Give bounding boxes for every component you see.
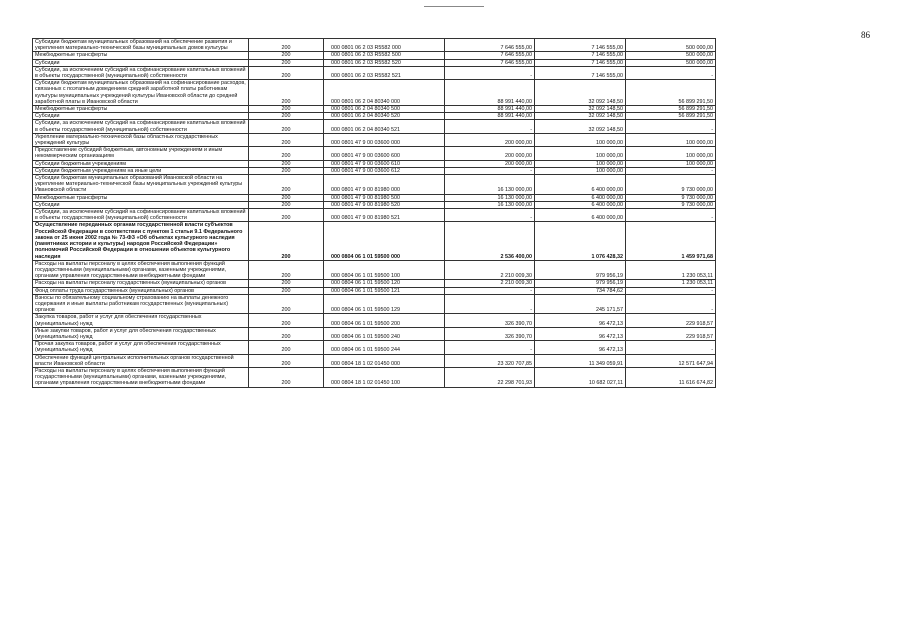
table-row — [33, 294, 716, 314]
row-name-cell: Субсидии бюджетным учреждениям — [33, 160, 249, 167]
row-name-cell: Субсидии, за исключением субсидий на софинансирование капитальных вложений в объекты государственной (муниципальной) собственности — [33, 66, 249, 79]
row-kbk-cell: 000 0804 06 1 01 59500 000 — [324, 222, 445, 260]
row-code-cell: 200 — [249, 287, 324, 294]
row-executed-cell: 245 171,57 — [535, 294, 626, 314]
row-name-cell: Расходы на выплаты персоналу в целях обеспечения выполнения функций государственными (муниципальными) органами, казенными учреждениями, органами управления государственными внебюджетными фондами — [33, 260, 249, 280]
row-remaining-cell: 500 000,00 — [626, 52, 716, 59]
row-kbk-cell: 000 0801 47 9 00 81980 521 — [324, 209, 445, 222]
row-code-cell: 200 — [249, 175, 324, 195]
row-executed-cell: 1 076 428,32 — [535, 222, 626, 260]
table-row — [33, 52, 716, 59]
row-name-cell: Предоставление субсидий бюджетным, автономным учреждениям и иным некоммерческим организациям — [33, 147, 249, 160]
row-code-cell: 200 — [249, 367, 324, 387]
row-remaining-cell: 500 000,00 — [626, 59, 716, 66]
row-approved-cell: 16 130 000,00 — [445, 175, 535, 195]
row-code-cell: 200 — [249, 201, 324, 208]
budget-table — [32, 38, 716, 388]
row-remaining-cell: 9 730 000,00 — [626, 201, 716, 208]
row-executed-cell: 100 000,00 — [535, 147, 626, 160]
row-remaining-cell: 11 616 674,82 — [626, 367, 716, 387]
row-remaining-cell: 56 899 291,50 — [626, 113, 716, 120]
row-approved-cell: 88 991 440,00 — [445, 80, 535, 106]
row-executed-cell: 979 956,19 — [535, 260, 626, 280]
row-approved-cell: 2 536 400,00 — [445, 222, 535, 260]
table-row — [33, 260, 716, 280]
row-executed-cell: 6 400 000,00 — [535, 209, 626, 222]
row-kbk-cell: 000 0804 06 1 01 59500 200 — [324, 314, 445, 327]
row-code-cell: 200 — [249, 167, 324, 174]
row-code-cell: 200 — [249, 354, 324, 367]
row-kbk-cell: 000 0801 47 9 00 03600 612 — [324, 167, 445, 174]
table-row — [33, 327, 716, 340]
row-kbk-cell: 000 0804 06 1 01 59500 240 — [324, 327, 445, 340]
row-name-cell: Субсидии бюджетам муниципальных образований на софинансирование расходов, связанных с поэтапным доведением средней заработной платы работникам культуры муниципальных учреждений культуры Ивановской области до средней заработной платы в Ивановской области — [33, 80, 249, 106]
row-approved-cell: - — [445, 66, 535, 79]
table-row — [33, 39, 716, 52]
row-remaining-cell: - — [626, 167, 716, 174]
row-kbk-cell: 000 0804 06 1 01 59500 129 — [324, 294, 445, 314]
row-code-cell: 200 — [249, 66, 324, 79]
row-executed-cell: 11 349 059,91 — [535, 354, 626, 367]
row-executed-cell: 100 000,00 — [535, 133, 626, 146]
row-kbk-cell: 000 0804 06 1 01 59500 244 — [324, 341, 445, 354]
row-executed-cell: 100 000,00 — [535, 160, 626, 167]
row-code-cell: 200 — [249, 147, 324, 160]
row-approved-cell: 7 646 555,00 — [445, 39, 535, 52]
row-kbk-cell: 000 0801 47 9 00 81980 500 — [324, 194, 445, 201]
row-remaining-cell: 500 000,00 — [626, 39, 716, 52]
row-name-cell: Иные закупки товаров, работ и услуг для обеспечения государственных (муниципальных) нужд — [33, 327, 249, 340]
row-approved-cell: 7 646 555,00 — [445, 59, 535, 66]
table-row — [33, 106, 716, 113]
row-approved-cell: 200 000,00 — [445, 147, 535, 160]
row-executed-cell: 32 092 148,50 — [535, 80, 626, 106]
row-remaining-cell: 229 918,57 — [626, 327, 716, 340]
top-rule — [424, 6, 484, 7]
row-name-cell: Субсидии бюджетам муниципальных образований на обеспечение развития и укрепления материально-технической базы муниципальных домов культуры — [33, 39, 249, 52]
row-code-cell: 200 — [249, 260, 324, 280]
row-name-cell: Межбюджетные трансферты — [33, 194, 249, 201]
row-remaining-cell: 56 899 291,50 — [626, 80, 716, 106]
row-approved-cell: 22 298 701,93 — [445, 367, 535, 387]
table-row — [33, 280, 716, 287]
row-name-cell: Субсидии бюджетным учреждениям на иные цели — [33, 167, 249, 174]
row-code-cell: 200 — [249, 120, 324, 133]
row-kbk-cell: 000 0804 18 1 02 01450 100 — [324, 367, 445, 387]
row-executed-cell: 96 472,13 — [535, 341, 626, 354]
row-code-cell: 200 — [249, 59, 324, 66]
row-kbk-cell: 000 0804 18 1 02 01450 000 — [324, 354, 445, 367]
row-kbk-cell: 000 0801 47 9 00 03600 600 — [324, 147, 445, 160]
row-name-cell: Субсидии — [33, 113, 249, 120]
row-remaining-cell: - — [626, 66, 716, 79]
row-name-cell: Расходы на выплаты персоналу в целях обеспечения выполнения функций государственными (муниципальными) органами, казенными учреждениями, органами управления государственными внебюджетными фондами — [33, 367, 249, 387]
row-approved-cell: - — [445, 120, 535, 133]
row-remaining-cell: 100 000,00 — [626, 147, 716, 160]
table-row — [33, 175, 716, 195]
row-executed-cell: 32 092 148,50 — [535, 120, 626, 133]
row-remaining-cell: 1 230 053,11 — [626, 260, 716, 280]
row-kbk-cell: 000 0801 06 2 03 R5582 520 — [324, 59, 445, 66]
table-row — [33, 120, 716, 133]
row-code-cell: 200 — [249, 314, 324, 327]
row-approved-cell: 16 130 000,00 — [445, 194, 535, 201]
row-approved-cell: 326 390,70 — [445, 314, 535, 327]
budget-table-body — [33, 39, 716, 388]
row-code-cell: 200 — [249, 113, 324, 120]
row-remaining-cell: 1 459 971,68 — [626, 222, 716, 260]
table-row — [33, 59, 716, 66]
row-approved-cell: 88 991 440,00 — [445, 106, 535, 113]
row-code-cell: 200 — [249, 280, 324, 287]
row-name-cell: Закупка товаров, работ и услуг для обеспечения государственных (муниципальных) нужд — [33, 314, 249, 327]
row-remaining-cell: 12 571 647,94 — [626, 354, 716, 367]
row-executed-cell: 96 472,13 — [535, 327, 626, 340]
row-remaining-cell: - — [626, 341, 716, 354]
row-kbk-cell: 000 0804 06 1 01 59500 120 — [324, 280, 445, 287]
row-kbk-cell: 000 0801 47 9 00 81980 000 — [324, 175, 445, 195]
table-row — [33, 209, 716, 222]
row-code-cell: 200 — [249, 327, 324, 340]
table-row — [33, 222, 716, 260]
row-name-cell: Расходы на выплаты персоналу государственных (муниципальных) органов — [33, 280, 249, 287]
table-row — [33, 201, 716, 208]
row-code-cell: 200 — [249, 80, 324, 106]
row-name-cell: Субсидии — [33, 201, 249, 208]
row-executed-cell: 6 400 000,00 — [535, 175, 626, 195]
row-approved-cell: - — [445, 167, 535, 174]
row-code-cell: 200 — [249, 133, 324, 146]
row-remaining-cell: 100 000,00 — [626, 160, 716, 167]
row-name-cell: Субсидии бюджетам муниципальных образований Ивановской области на укрепление материально-технической базы муниципальных учреждений культуры Ивановской области — [33, 175, 249, 195]
row-approved-cell: - — [445, 287, 535, 294]
table-row — [33, 367, 716, 387]
row-kbk-cell: 000 0801 47 9 00 81980 520 — [324, 201, 445, 208]
row-executed-cell: 32 092 148,50 — [535, 113, 626, 120]
row-executed-cell: 6 400 000,00 — [535, 194, 626, 201]
row-kbk-cell: 000 0801 06 2 04 80340 000 — [324, 80, 445, 106]
row-executed-cell: 7 146 555,00 — [535, 39, 626, 52]
row-name-cell: Фонд оплаты труда государственных (муниципальных) органов — [33, 287, 249, 294]
row-kbk-cell: 000 0801 06 2 04 80340 521 — [324, 120, 445, 133]
row-approved-cell: 88 991 440,00 — [445, 113, 535, 120]
row-executed-cell: 32 092 148,50 — [535, 106, 626, 113]
row-code-cell: 200 — [249, 209, 324, 222]
row-executed-cell: 7 146 555,00 — [535, 66, 626, 79]
row-code-cell: 200 — [249, 160, 324, 167]
row-executed-cell: 734 784,62 — [535, 287, 626, 294]
row-name-cell: Обеспечение функций центральных исполнительных органов государственной власти Ивановской области — [33, 354, 249, 367]
row-code-cell: 200 — [249, 52, 324, 59]
row-name-cell: Межбюджетные трансферты — [33, 106, 249, 113]
row-approved-cell: 7 646 555,00 — [445, 52, 535, 59]
row-approved-cell: 23 320 707,85 — [445, 354, 535, 367]
row-name-cell: Субсидии — [33, 59, 249, 66]
row-remaining-cell: 9 730 000,00 — [626, 194, 716, 201]
row-remaining-cell: - — [626, 209, 716, 222]
row-kbk-cell: 000 0804 06 1 01 59500 121 — [324, 287, 445, 294]
table-row — [33, 194, 716, 201]
row-remaining-cell: - — [626, 120, 716, 133]
table-row — [33, 80, 716, 106]
row-executed-cell: 6 400 000,00 — [535, 201, 626, 208]
row-approved-cell: 200 000,00 — [445, 133, 535, 146]
row-name-cell: Субсидии, за исключением субсидий на софинансирование капитальных вложений в объекты государственной (муниципальной) собственности — [33, 209, 249, 222]
page-number: 86 — [861, 30, 870, 40]
table-row — [33, 113, 716, 120]
row-code-cell: 200 — [249, 222, 324, 260]
row-code-cell: 200 — [249, 106, 324, 113]
row-kbk-cell: 000 0801 06 2 03 R5582 521 — [324, 66, 445, 79]
row-name-cell: Прочая закупка товаров, работ и услуг для обеспечения государственных (муниципальных) нужд — [33, 341, 249, 354]
row-executed-cell: 10 682 027,11 — [535, 367, 626, 387]
row-kbk-cell: 000 0801 06 2 04 80340 500 — [324, 106, 445, 113]
row-kbk-cell: 000 0801 06 2 04 80340 520 — [324, 113, 445, 120]
row-approved-cell: 16 130 000,00 — [445, 201, 535, 208]
row-approved-cell: 200 000,00 — [445, 160, 535, 167]
row-approved-cell: 2 210 009,30 — [445, 280, 535, 287]
table-row — [33, 167, 716, 174]
row-approved-cell: 2 210 009,30 — [445, 260, 535, 280]
row-executed-cell: 7 146 555,00 — [535, 52, 626, 59]
row-remaining-cell: 100 000,00 — [626, 133, 716, 146]
row-approved-cell: - — [445, 294, 535, 314]
table-row — [33, 160, 716, 167]
row-code-cell: 200 — [249, 39, 324, 52]
table-row — [33, 354, 716, 367]
table-row — [33, 314, 716, 327]
table-row — [33, 147, 716, 160]
table-row — [33, 287, 716, 294]
table-row — [33, 341, 716, 354]
row-executed-cell: 7 146 555,00 — [535, 59, 626, 66]
table-row — [33, 66, 716, 79]
row-kbk-cell: 000 0801 47 9 00 03600 610 — [324, 160, 445, 167]
row-code-cell: 200 — [249, 294, 324, 314]
row-name-cell: Осуществление переданных органам государственной власти субъектов Российской Федерации в соответствии с пунктом 1 статьи 9.1 Федерального закона от 25 июня 2002 года № 73-ФЗ «Об объектах культурного наследия (памятниках истории и культуры) народов Российской Федерации» полномочий Российской Федерации в отношении объектов культурного наследия — [33, 222, 249, 260]
row-executed-cell: 96 472,13 — [535, 314, 626, 327]
row-approved-cell: - — [445, 341, 535, 354]
row-kbk-cell: 000 0801 06 2 03 R5582 500 — [324, 52, 445, 59]
row-remaining-cell: 229 918,57 — [626, 314, 716, 327]
row-code-cell: 200 — [249, 341, 324, 354]
row-name-cell: Взносы по обязательному социальному страхованию на выплаты денежного содержания и иные выплаты работникам государственных (муниципальных) органов — [33, 294, 249, 314]
row-kbk-cell: 000 0801 06 2 03 R5582 000 — [324, 39, 445, 52]
row-kbk-cell: 000 0804 06 1 01 59500 100 — [324, 260, 445, 280]
row-executed-cell: 100 000,00 — [535, 167, 626, 174]
row-remaining-cell: - — [626, 287, 716, 294]
table-row — [33, 133, 716, 146]
row-name-cell: Межбюджетные трансферты — [33, 52, 249, 59]
row-name-cell: Укрепление материально-технической базы областных государственных учреждений культуры — [33, 133, 249, 146]
row-remaining-cell: 56 899 291,50 — [626, 106, 716, 113]
row-code-cell: 200 — [249, 194, 324, 201]
row-remaining-cell: 1 230 053,11 — [626, 280, 716, 287]
row-name-cell: Субсидии, за исключением субсидий на софинансирование капитальных вложений в объекты государственной (муниципальной) собственности — [33, 120, 249, 133]
row-approved-cell: - — [445, 209, 535, 222]
row-approved-cell: 326 390,70 — [445, 327, 535, 340]
row-remaining-cell: 9 730 000,00 — [626, 175, 716, 195]
row-remaining-cell: - — [626, 294, 716, 314]
row-kbk-cell: 000 0801 47 9 00 03600 000 — [324, 133, 445, 146]
row-executed-cell: 979 956,19 — [535, 280, 626, 287]
